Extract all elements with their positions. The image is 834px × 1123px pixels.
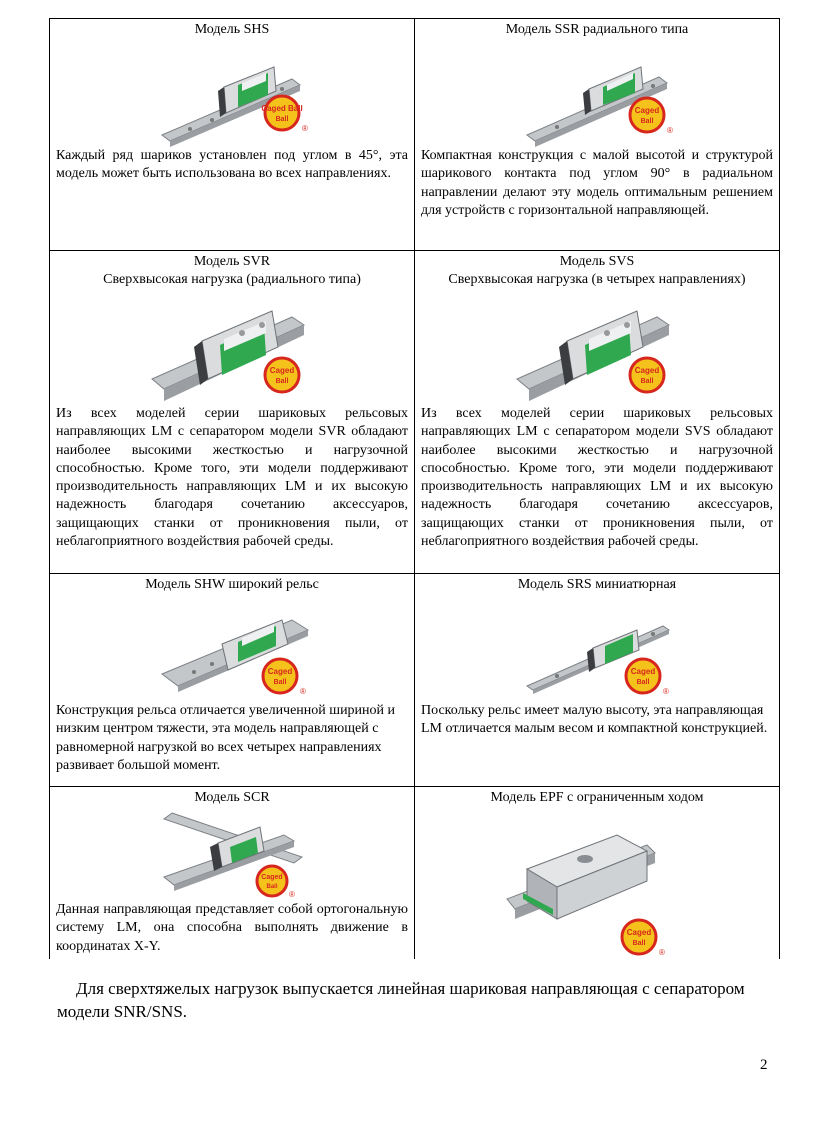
cell-title: Модель SVS — [559, 254, 635, 269]
product-table — [49, 18, 780, 959]
product-image-ssr — [507, 39, 687, 147]
cell-description: Конструкция рельса отличается увеличенной шириной и низким центром тяжести, эта модель направляющей с равномерной нагрузкой во всех четырех направлениях развивает большой момент. — [56, 703, 396, 773]
svg-text:Caged: Caged — [267, 667, 293, 676]
svg-text:®: ® — [289, 890, 295, 899]
page-number: 2 — [760, 1057, 768, 1073]
svg-text:Ball: Ball — [640, 118, 654, 125]
cell-scr — [50, 787, 415, 959]
svg-text:®: ® — [659, 948, 665, 957]
svg-text:®: ® — [667, 126, 673, 135]
svg-text:Ball: Ball — [640, 378, 654, 385]
svg-text:Caged: Caged — [261, 874, 283, 881]
product-image-scr — [142, 807, 322, 901]
cell-epf — [415, 787, 780, 959]
cell-title: Модель SSR радиального типа — [505, 22, 689, 37]
product-image-epf — [497, 825, 697, 959]
svg-text:Caged: Caged — [634, 106, 660, 115]
svg-text:Caged: Caged — [269, 366, 295, 375]
svg-text:Ball: Ball — [275, 116, 289, 123]
cell-title: Модель SCR — [194, 790, 270, 805]
cell-svr — [50, 251, 415, 574]
cell-title: Модель SVR — [193, 254, 271, 269]
caged-ball-logo-icon — [263, 659, 306, 696]
cell-srs — [415, 574, 780, 787]
svg-text:Caged: Caged — [630, 667, 656, 676]
cell-description: Каждый ряд шариков установлен под углом в 45°, эта модель может быть использована во всех направлениях. — [56, 148, 408, 182]
svg-text:Caged Ball: Caged Ball — [261, 104, 303, 113]
svg-text:®: ® — [300, 687, 306, 696]
caged-ball-logo-icon — [261, 96, 308, 133]
cell-title: Модель SHW широкий рельс — [145, 577, 319, 592]
product-image-shs — [142, 39, 322, 147]
cell-shs — [50, 19, 415, 251]
svg-text:Caged: Caged — [626, 928, 652, 937]
caged-ball-logo-icon — [630, 98, 673, 135]
caged-ball-logo-icon — [257, 866, 295, 899]
product-image-shw — [142, 594, 322, 702]
cell-description: Из всех моделей серии шариковых рельсовых направляющих LM с сепаратором модели SVR обладают наиболее высокими жесткостью и нагрузочной способностью. Кроме того, эти модели поддерживают производительность направляющих LM и их высокую надежность благодаря сочетанию аксессуаров, защищающих станки от проникновения пыли, от неблагоприятного воздействия рабочей среды. — [56, 406, 408, 550]
cell-title: Модель EPF с ограниченным ходом — [490, 790, 704, 805]
svg-text:®: ® — [663, 687, 669, 696]
caged-ball-logo-icon — [626, 659, 669, 696]
cell-ssr — [415, 19, 780, 251]
cell-subtitle: Сверхвысокая нагрузка (радиального типа) — [103, 272, 361, 287]
svg-text:Ball: Ball — [275, 378, 289, 385]
cell-shw — [50, 574, 415, 787]
cell-description: Поскольку рельс имеет малую высоту, эта направляющая LM отличается малым весом и компактной конструкцией. — [421, 703, 768, 737]
cell-title: Модель SHS — [194, 22, 270, 37]
svg-text:Ball: Ball — [632, 940, 646, 947]
svg-text:Caged: Caged — [634, 366, 660, 375]
caged-ball-logo-icon — [265, 358, 299, 392]
caged-ball-logo-icon — [630, 358, 664, 392]
svg-text:®: ® — [302, 124, 308, 133]
svg-text:Ball: Ball — [266, 884, 278, 890]
svg-text:Ball: Ball — [273, 679, 287, 686]
product-image-svs — [497, 289, 697, 405]
caged-ball-logo-icon — [622, 920, 665, 957]
footer-paragraph: Для сверхтяжелых нагрузок выпускается линейная шариковая направляющая с сепаратором модели SNR/SNS. — [57, 979, 745, 1021]
product-image-srs — [507, 594, 687, 702]
cell-subtitle: Сверхвысокая нагрузка (в четырех направлениях) — [448, 272, 746, 287]
cell-description: Компактная конструкция с малой высотой и структурой шарикового контакта под углом 90° в радиальном направлении делают эту модель оптимальным решением для устройств с горизонтальной направляющей. — [421, 148, 773, 218]
cell-svs — [415, 251, 780, 574]
cell-description: Из всех моделей серии шариковых рельсовых направляющих LM с сепаратором модели SVS обладают наиболее высокими жесткостью и нагрузочной способностью. Кроме того, эти модели поддерживают производительность направляющих LM и их высокую надежность благодаря сочетанию аксессуаров, защищающих станки от проникновения пыли, от неблагоприятного воздействия рабочей среды. — [421, 406, 773, 550]
cell-title: Модель SRS миниатюрная — [517, 577, 677, 592]
product-image-svr — [132, 289, 332, 405]
cell-description: Данная направляющая представляет собой ортогональную систему LM, она способна выполнять движение в координатах X-Y. — [56, 902, 408, 954]
svg-text:Ball: Ball — [636, 679, 650, 686]
